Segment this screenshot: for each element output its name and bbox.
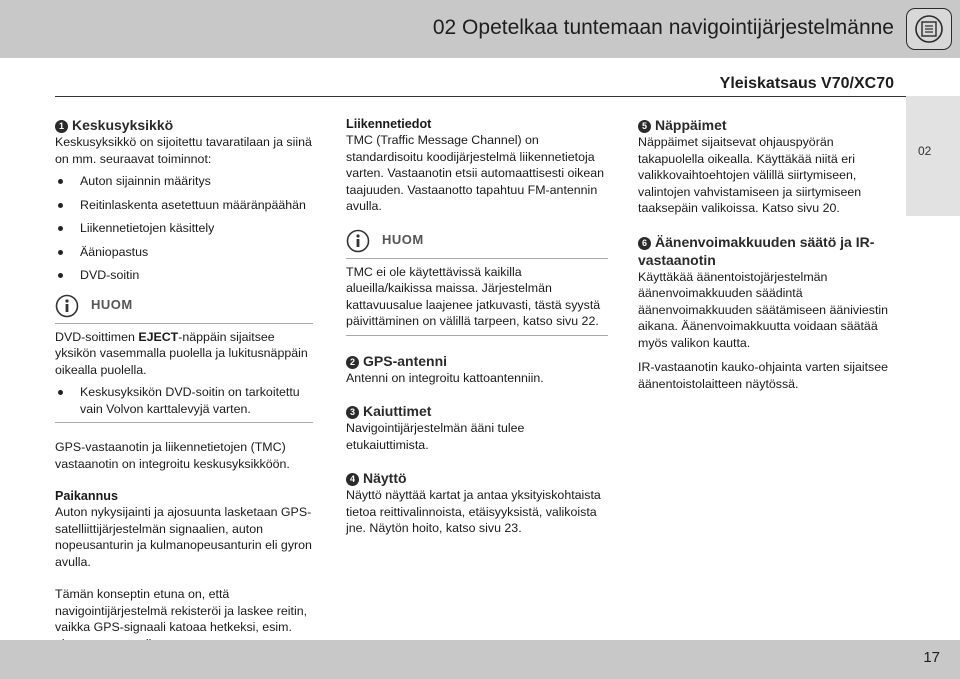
naytto-text: Näyttö näyttää kartat ja antaa yksityiskohtaista tietoa reittivalinnoista, etäisyyksistä, valikoista jne. Näytön hoito, katso sivu 23. xyxy=(346,488,601,535)
list-item: Ääniopastus xyxy=(55,244,313,261)
navigation-system-icon xyxy=(906,8,952,50)
column-2 xyxy=(346,116,608,537)
number-badge-5: 5 xyxy=(638,120,651,133)
section-aanenvoimakkuus-heading: 6 Äänenvoimakkuuden säätö ja IR-vastaanotin xyxy=(638,233,875,268)
note-label: HUOM xyxy=(91,297,133,313)
aanenvoimakkuus-text-1: Käyttäkää äänentoistojärjestelmän äänenvoimakkuuden säädintä äänenvoimakkuuden säätämiseen ääniviestin aikana. Äänenvoimakkuutta voidaan säätää myös valikon kautta. xyxy=(638,269,889,350)
note-box xyxy=(55,294,313,424)
section-subtitle: Yleiskatsaus V70/XC70 xyxy=(719,75,894,92)
liikennetiedot-text: TMC (Traffic Message Channel) on standardisoitu koodijärjestelmä liikennetietoja varten. Vastaanotin etsii automaattisesti oikean taajuuden. Vastaanotto tapahtuu FM-antennin avulla. xyxy=(346,133,605,213)
note-divider xyxy=(346,335,608,336)
note-text: TMC ei ole käytettävissä kaikilla alueilla/kaikissa maissa. Järjestelmän kattavuusalue laajenee jatkuvasti, tästä syystä päivittäminen on välillä tarpeen, katso sivu 22. xyxy=(346,264,601,328)
note-text: DVD-soittimen EJECT-näppäin sijaitsee yksikön vasemmalla puolella ja lukitusnäppäin oikealla puolella. xyxy=(55,329,308,377)
liikennetiedot-heading: Liikennetiedot xyxy=(346,117,432,131)
nappaimet-text: Näppäimet sijaitsevat ohjauspyörän takapuolella oikealla. Käyttäkää niitä eri valikkovaihtoehtojen välillä siirtymiseen, valintojen vahvistamiseen ja siirtymiseen taaksepäin valikoissa. Katso sivu 20. xyxy=(638,135,862,215)
footer-bar xyxy=(0,640,960,679)
note-divider xyxy=(55,323,313,324)
list-item: Liikennetietojen käsittely xyxy=(55,220,313,237)
aanenvoimakkuus-text-2: IR-vastaanotin kauko-ohjainta varten sijaitsee äänentoistolaitteen näytössä. xyxy=(638,360,889,391)
note-label: HUOM xyxy=(382,232,424,248)
page-number: 17 xyxy=(923,649,940,666)
paikannus-heading: Paikannus xyxy=(55,489,118,503)
list-item: DVD-soitin xyxy=(55,267,313,284)
column-1 xyxy=(55,116,313,652)
page-title: 02 Opetelkaa tuntemaan navigointijärjestelmänne xyxy=(432,16,894,39)
section-nappaimet-heading: 5 Näppäimet xyxy=(638,116,896,134)
list-item: Auton sijainnin määritys xyxy=(55,173,313,190)
note-list xyxy=(55,384,313,417)
note-divider xyxy=(55,422,313,423)
section-kaiuttimet-heading: 3 Kaiuttimet xyxy=(346,402,608,420)
column-3 xyxy=(638,116,896,392)
list-item: Keskusyksikön DVD-soitin on tarkoitettu vain Volvon karttalevyjä varten. xyxy=(55,384,313,417)
chapter-tab-label: 02 xyxy=(918,144,932,158)
list-item: Reitinlaskenta asetettuun määränpäähän xyxy=(55,197,313,214)
subtitle-divider xyxy=(55,96,906,97)
function-list xyxy=(55,173,313,284)
info-icon xyxy=(55,294,79,318)
section-naytto-heading: 4 Näyttö xyxy=(346,469,608,487)
info-icon xyxy=(346,229,370,253)
header-bar xyxy=(0,0,960,58)
number-badge-3: 3 xyxy=(346,406,359,419)
gps-receiver-text: GPS-vastaanotin ja liikennetietojen (TMC) vastaanotin on integroitu keskusyksikköön. xyxy=(55,440,290,471)
number-badge-6: 6 xyxy=(638,237,651,250)
keskusyksikko-intro: Keskusyksikkö on sijoitettu tavaratilaan ja siinä on mm. seuraavat toiminnot: xyxy=(55,135,312,166)
number-badge-1: 1 xyxy=(55,120,68,133)
note-box xyxy=(346,229,608,336)
section-keskusyksikko-heading xyxy=(55,116,313,134)
section-heading-text: Keskusyksikkö xyxy=(72,117,174,133)
note-divider xyxy=(346,258,608,259)
number-badge-4: 4 xyxy=(346,473,359,486)
chapter-tab xyxy=(906,96,960,216)
section-gps-antenni-heading: 2 GPS-antenni xyxy=(346,352,608,370)
number-badge-2: 2 xyxy=(346,356,359,369)
kaiuttimet-text: Navigointijärjestelmän ääni tulee etukaiuttimista. xyxy=(346,421,525,452)
paikannus-text-2: Tämän konseptin etuna on, että navigointijärjestelmä rekisteröi ja laskee reitin, vaikka GPS-signaali katoaa hetkeksi, esim. xyxy=(55,587,308,634)
gps-antenni-text: Antenni on integroitu kattoantenniin. xyxy=(346,370,544,385)
paikannus-text-1: Auton nykysijainti ja ajosuunta lasketaan GPS-satelliittijärjestelmän signaalien, auton nopeusanturin ja kulmanopeusanturin eli gyron avulla. xyxy=(55,505,312,569)
